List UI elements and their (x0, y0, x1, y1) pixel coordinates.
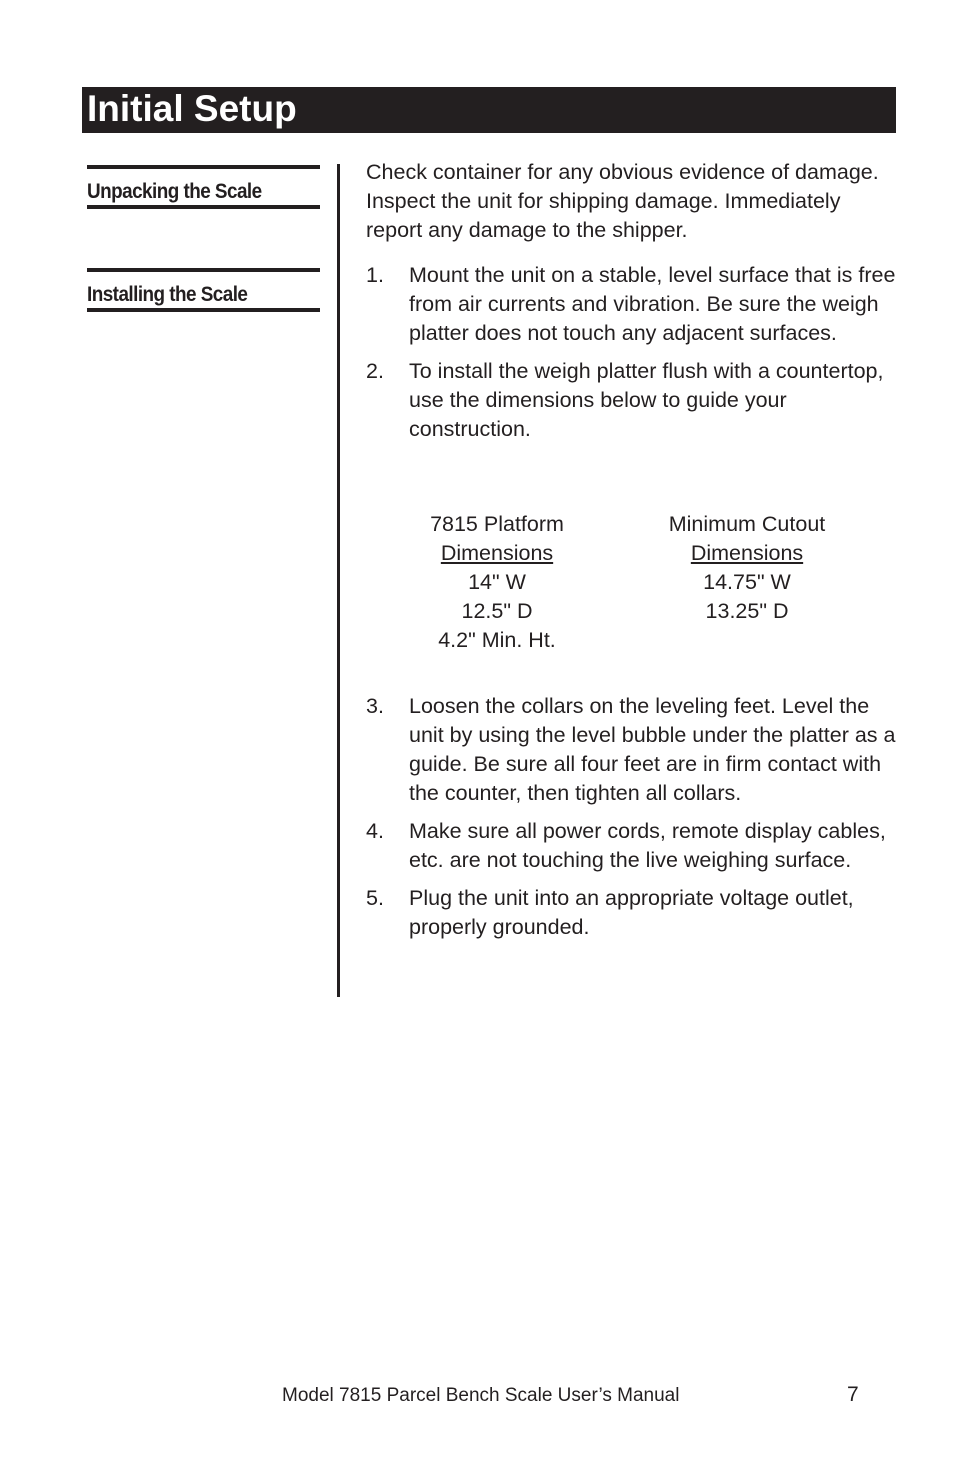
platform-subheading: Dimensions (440, 541, 554, 565)
page-number: 7 (847, 1383, 859, 1406)
step-number: 1. (366, 263, 384, 287)
unpacking-paragraph: Check container for any obvious evidence of damage. Inspect the unit for shipping damage. Immediately report any damage to the shipper. (366, 160, 879, 242)
list-item (366, 884, 896, 942)
step-text: Make sure all power cords, remote display cables, etc. are not touching the live weighing surface. (409, 819, 886, 872)
step-number: 3. (366, 694, 384, 718)
cutout-width: 14.75" W (703, 570, 791, 594)
step-number: 4. (366, 819, 384, 843)
platform-height: 4.2" Min. Ht. (438, 628, 556, 652)
install-steps-list (366, 261, 896, 453)
step-number: 2. (366, 359, 384, 383)
step-text: Mount the unit on a stable, level surface that is free from air currents and vibration. Be sure the weigh platter does not touch any adjacent surfaces. (409, 263, 896, 345)
cutout-subheading: Dimensions (690, 541, 804, 565)
cutout-heading: Minimum Cutout (668, 512, 826, 536)
platform-depth: 12.5" D (461, 599, 533, 623)
cutout-dimensions-column (637, 510, 857, 626)
platform-heading: 7815 Platform (430, 512, 564, 536)
step-text: To install the weigh platter flush with a countertop, use the dimensions below to guide your construction. (409, 359, 884, 441)
section-title-bar (82, 87, 896, 133)
sidebar-heading-installing (87, 268, 320, 312)
sidebar-heading-label: Installing the Scale (87, 283, 248, 306)
step-number: 5. (366, 886, 384, 910)
cutout-depth: 13.25" D (705, 599, 789, 623)
page-title: Initial Setup (87, 88, 297, 129)
platform-width: 14" W (468, 570, 526, 594)
platform-dimensions-column (387, 510, 607, 655)
list-item (366, 817, 896, 875)
list-item (366, 357, 896, 444)
list-item (366, 692, 896, 808)
step-text: Plug the unit into an appropriate voltage outlet, properly grounded. (409, 886, 854, 939)
list-item (366, 261, 896, 348)
install-steps-list-continued (366, 692, 896, 951)
vertical-divider (337, 164, 340, 997)
sidebar-heading-unpacking (87, 165, 320, 209)
footer-manual-title: Model 7815 Parcel Bench Scale User’s Manual (282, 1385, 680, 1406)
step-text: Loosen the collars on the leveling feet. Level the unit by using the level bubble under the platter as a guide. Be sure all four feet are in firm contact with the counter, then tighten all collars. (409, 694, 896, 805)
sidebar-heading-label: Unpacking the Scale (87, 180, 262, 203)
